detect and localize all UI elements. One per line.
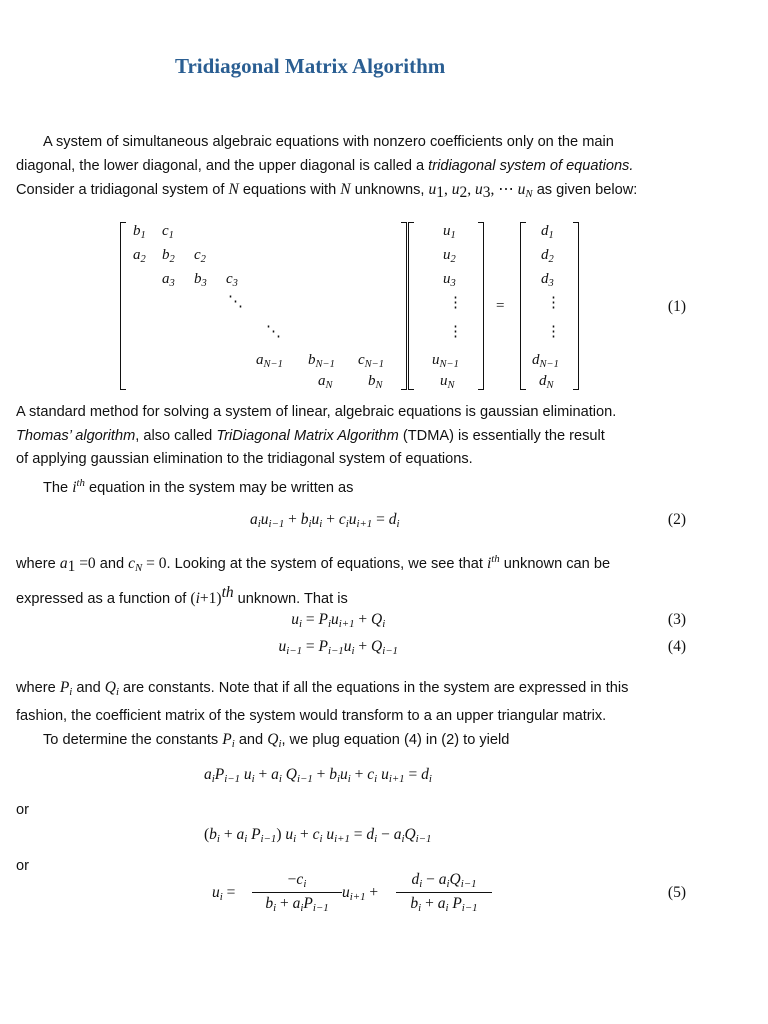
tridiagonal-term: tridiagonal system of equations. [428,157,634,174]
intro-line-2: diagonal, the lower diagonal, and the upper diagonal is called a tridiagonal system of equations. [16,157,634,174]
method-line-2: Thomas’ algorithm, also called TriDiagonal Matrix Algorithm (TDMA) is essentially the result [16,427,605,444]
eq1-number: (1) [667,298,686,315]
u-bracket-close [478,222,484,390]
where-paragraph [16,548,688,611]
where-line-1: where $a_1 =0$ and $c_N = 0$. Looking at the system of equations, we see that $i^{th}$ unknown can be [16,553,611,575]
method-line-3: of applying gaussian elimination to the tridiagonal system of equations. [16,451,473,467]
u-bracket-open [408,222,414,390]
constants-line-1: where $P_i$ and $Q_i$ are constants. Note that if all the equations in the system are expressed in this [16,679,629,698]
eq5-number: (5) [667,884,686,901]
method-paragraph [16,401,688,500]
fraction-p: $-c_i$ $b_i + a_iP_{i-1}$ [252,871,342,914]
page-title: Tridiagonal Matrix Algorithm [175,54,446,78]
equation-2: $a_iu_{i-1} + b_iu_i + c_iu_{i+1} = d_i$ [250,511,400,530]
or-word-1: or [16,802,29,818]
d-bracket-open [520,222,526,390]
intro-line-3: Consider a tridiagonal system of N equations with N unknowns, $u_1$, $u_2$, $u_3$, ⋯ $u_N$ as given below: [16,181,638,201]
or-word-2: or [16,858,29,874]
constants-line-2: fashion, the coefficient matrix of the system would transform to a an upper triangular matrix. [16,707,607,724]
method-line-4: The $i^{th}$ equation in the system may be written as [43,476,354,496]
constants-line-3: To determine the constants $P_i$ and $Q_i$, we plug equation (4) in (2) to yield [43,731,510,750]
intro-line-1: A system of simultaneous algebraic equations with nonzero coefficients only on the main [43,134,614,150]
left-bracket-close [401,222,407,390]
method-line-1: A standard method for solving a system of linear, algebraic equations is gaussian elimination. [16,404,617,420]
eq4-number: (4) [667,638,686,655]
fraction-q: $d_i - a_iQ_{i-1}$ $b_i + a_i$ $P_{i-1}$ [396,871,492,914]
d-bracket-close [573,222,579,390]
intro-paragraph [16,131,688,207]
where-line-2: expressed as a function of $(i+1)^{th}$ unknown. That is [16,583,348,607]
substitution-equation: $a_iP_{i-1}$ $u_i + a_i$ $Q_{i-1} + b_iu_i + c_i$ $u_{i+1} = d_i$ [204,766,432,785]
rearranged-equation: ($b_i + a_i$ $P_{i-1}$) $u_i + c_i$ $u_{i+1} = d_i - a_iQ_{i-1}$ [204,826,432,845]
eq3-number: (3) [667,611,686,628]
equation-3: $u_i = P_iu_{i+1} + Q_i$ [291,611,386,630]
constants-paragraph [16,676,688,757]
equation-4: $u_{i-1} = P_{i-1}u_i + Q_{i-1}$ [278,638,398,657]
left-bracket-open [120,222,126,390]
eq2-number: (2) [667,511,686,528]
